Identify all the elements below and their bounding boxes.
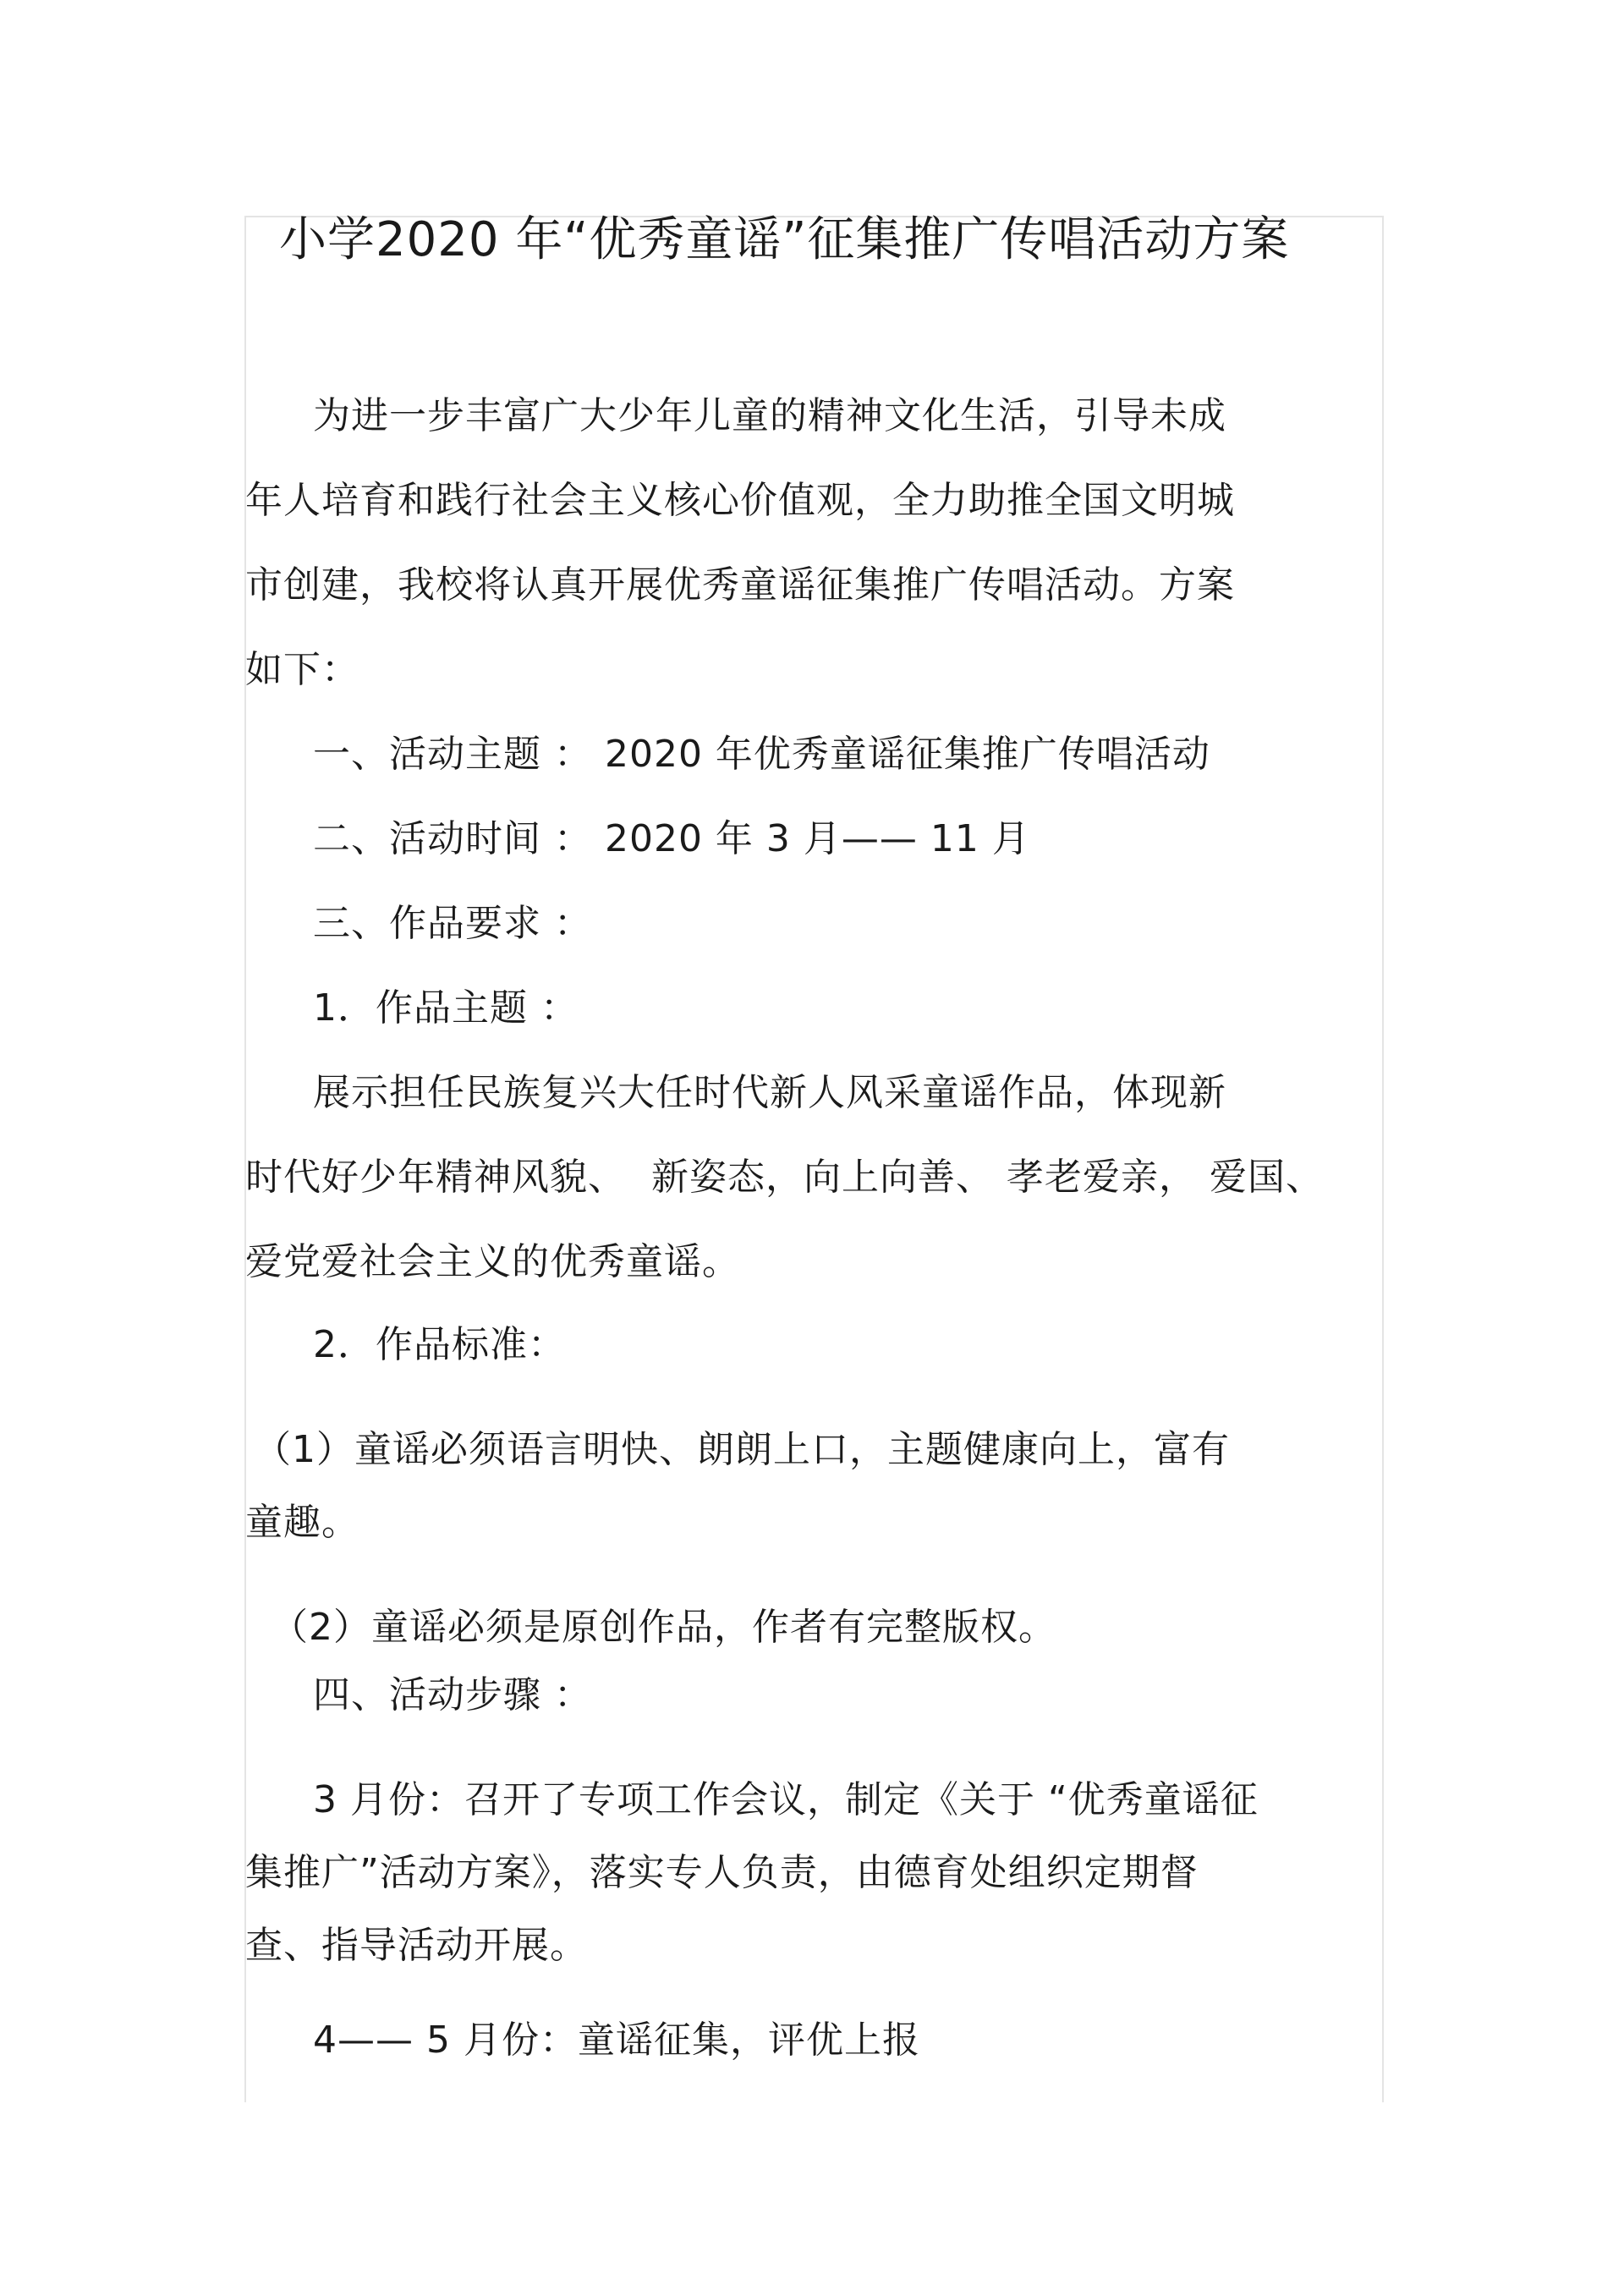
paragraph-line: 为进一步丰富广大少年儿童的精神文化生活，引导未成 xyxy=(313,394,1226,437)
paragraph-line: 如下： xyxy=(245,648,359,691)
section-heading-requirements: 三、作品要求 ： xyxy=(313,902,592,945)
section-heading-theme: 一、活动主题 ： 2020 年优秀童谣征集推广传唱活动 xyxy=(313,733,1210,776)
paragraph-line: 4—— 5 月份：童谣征集，评优上报 xyxy=(313,2019,920,2062)
list-item: （2）童谣必须是原创作品，作者有完整版权。 xyxy=(271,1606,1056,1649)
paragraph-line: 年人培育和践行社会主义核心价值观，全力助推全国文明城 xyxy=(245,479,1235,522)
subheading-work-standard: 2．作品标准： xyxy=(313,1323,566,1366)
section-heading-steps: 四、活动步骤 ： xyxy=(313,1673,592,1717)
paragraph-line: 3 月份：召开了专项工作会议，制定《关于 “优秀童谣征 xyxy=(313,1778,1259,1821)
document-title: 小学2020 年“优秀童谣”征集推广传唱活动方案 xyxy=(279,212,1290,267)
paragraph-line: 展示担任民族复兴大任时代新人风采童谣作品，体现新 xyxy=(313,1071,1226,1114)
list-item-continuation: 童趣。 xyxy=(245,1501,359,1544)
paragraph-line: 查、指导活动开展。 xyxy=(245,1924,588,1967)
paragraph-line: 时代好少年精神风貌、 新姿态，向上向善、 孝老爱亲， 爱国、 xyxy=(245,1156,1324,1199)
paragraph-line: 集推广”活动方案》，落实专人负责，由德育处组织定期督 xyxy=(245,1851,1199,1894)
subheading-work-theme: 1．作品主题 ： xyxy=(313,986,579,1030)
paragraph-line: 爱党爱社会主义的优秀童谣。 xyxy=(245,1240,740,1283)
paragraph-line: 市创建，我校将认真开展优秀童谣征集推广传唱活动。方案 xyxy=(245,563,1235,607)
section-heading-time: 二、活动时间 ： 2020 年 3 月—— 11 月 xyxy=(313,817,1030,860)
list-item: （1）童谣必须语言明快、朗朗上口，主题健康向上，富有 xyxy=(254,1428,1230,1471)
